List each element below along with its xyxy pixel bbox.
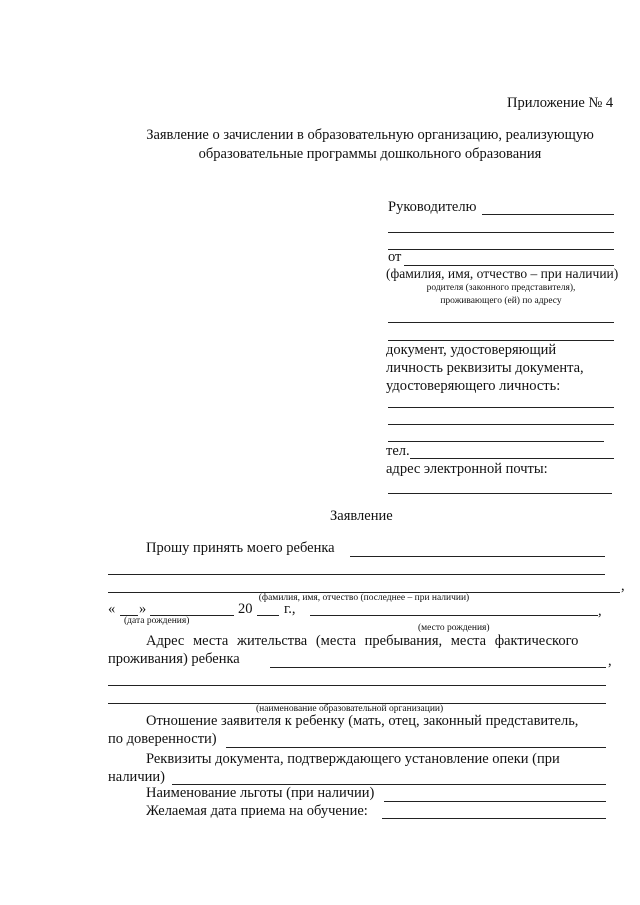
relation-line-1: Отношение заявителя к ребенку (мать, отец, законный представитель,: [146, 713, 579, 729]
from-label: от: [388, 249, 402, 265]
phone-field[interactable]: [410, 458, 614, 459]
form-title-line-1: Заявление о зачислении в образовательную организацию, реализующую: [146, 127, 594, 143]
statement-heading: Заявление: [330, 508, 393, 524]
relation-field[interactable]: [226, 747, 606, 748]
id-doc-line-2: личность реквизиты документа,: [386, 360, 584, 376]
comma-1: ,: [621, 578, 625, 594]
request-text: Прошу принять моего ребенка: [146, 540, 335, 556]
email-field[interactable]: [388, 493, 612, 494]
note-child-fio: (фамилия, имя, отчество (последнее – при наличии): [258, 593, 470, 603]
relation-line-2: по доверенности): [108, 731, 217, 747]
year-prefix: 20: [238, 601, 253, 617]
comma-3: ,: [608, 653, 612, 669]
benefit-label: Наименование льготы (при наличии): [146, 785, 375, 801]
note-parent: родителя (законного представителя),: [426, 283, 576, 293]
phone-label: тел.: [386, 443, 410, 459]
id-doc-line-3: удостоверяющего личность:: [386, 378, 561, 394]
note-birth-place: (место рождения): [418, 623, 490, 633]
comma-2: ,: [598, 603, 602, 619]
benefit-field[interactable]: [384, 801, 606, 802]
guardian-line-2: наличии): [108, 769, 165, 785]
start-date-label: Желаемая дата приема на обучение:: [146, 803, 368, 819]
note-fio: (фамилия, имя, отчество – при наличии): [386, 266, 619, 281]
start-date-field[interactable]: [382, 818, 606, 819]
birth-place-field[interactable]: [310, 615, 598, 616]
child-name-field[interactable]: [350, 556, 605, 557]
note-birth-date: (дата рождения): [124, 616, 190, 626]
head-name-field-2[interactable]: [388, 232, 614, 233]
date-open-quote: «: [108, 601, 116, 617]
appendix-number: Приложение № 4: [507, 95, 614, 111]
to-head-label: Руководителю: [388, 199, 477, 215]
address-field-1[interactable]: [388, 322, 614, 323]
address-field-2[interactable]: [388, 340, 614, 341]
year-suffix: г.,: [284, 601, 296, 617]
id-doc-field-3[interactable]: [388, 441, 604, 442]
id-doc-line-1: документ, удостоверяющий: [386, 342, 557, 358]
birth-year-field[interactable]: [257, 615, 279, 616]
address-line-1: Адрес места жительства (места пребывания, места фактического: [146, 633, 579, 649]
child-address-field-2[interactable]: [108, 685, 606, 686]
email-label: адрес электронной почты:: [386, 461, 548, 477]
head-name-field[interactable]: [482, 214, 614, 215]
guardian-line-1: Реквизиты документа, подтверждающего установление опеки (при: [146, 751, 560, 767]
child-address-field-1[interactable]: [270, 667, 606, 668]
note-org: (наименование образовательной организации): [256, 704, 444, 714]
note-address: проживающего (ей) по адресу: [440, 296, 562, 306]
child-name-field-2[interactable]: [108, 574, 605, 575]
address-line-2: проживания) ребенка: [108, 651, 240, 667]
head-name-field-3[interactable]: [388, 249, 614, 250]
id-doc-field-2[interactable]: [388, 424, 614, 425]
form-title-line-2: образовательные программы дошкольного образования: [198, 146, 542, 162]
date-close-quote: »: [139, 601, 147, 617]
id-doc-field-1[interactable]: [388, 407, 614, 408]
